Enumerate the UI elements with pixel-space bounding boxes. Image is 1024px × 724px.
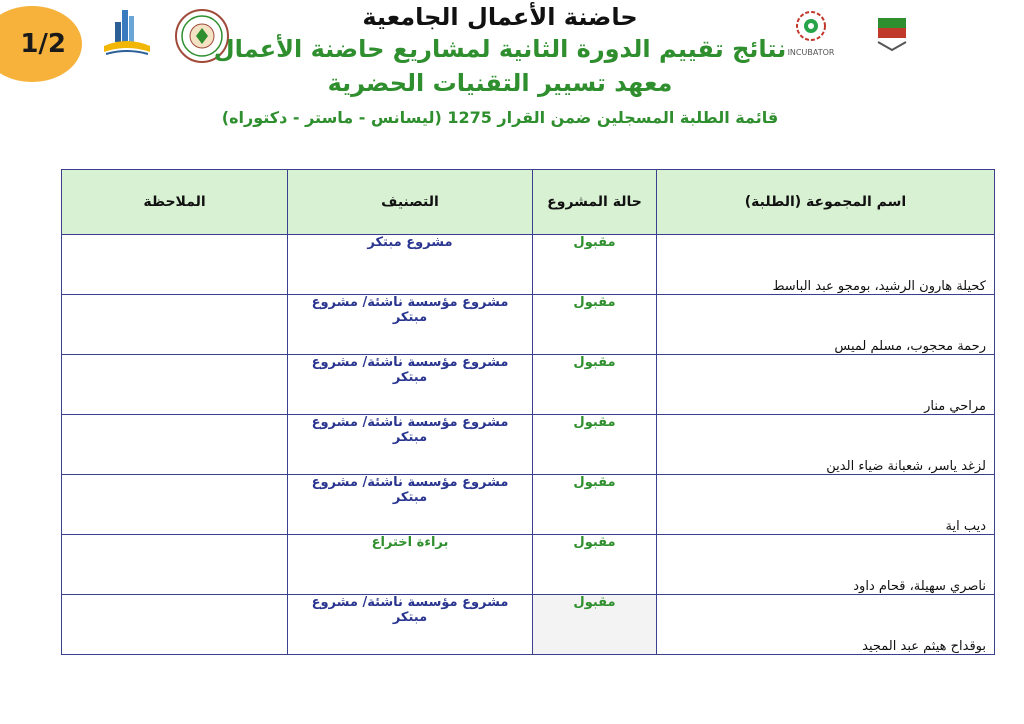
project-status: مقبول: [533, 355, 657, 415]
project-classification: مشروع مؤسسة ناشئة/ مشروع مبتكر: [288, 295, 533, 355]
student-group-name: لزغد ياسر، شعبانة ضياء الدين: [657, 415, 995, 475]
table-row: [62, 595, 995, 655]
project-note: [62, 415, 288, 475]
project-status: مقبول: [533, 295, 657, 355]
column-header-classification: التصنيف: [288, 170, 533, 235]
column-header-status: حالة المشروع: [533, 170, 657, 235]
student-group-name: رحمة محجوب، مسلم لميس: [657, 295, 995, 355]
column-header-note: الملاحظة: [62, 170, 288, 235]
table-row: [62, 535, 995, 595]
table-row: [62, 355, 995, 415]
project-status: مقبول: [533, 535, 657, 595]
page-number-text: 1/2: [20, 29, 66, 59]
student-group-name: كحيلة هارون الرشيد، بومجو عبد الباسط: [657, 235, 995, 295]
project-status: مقبول: [533, 475, 657, 535]
table-header-row: [62, 170, 995, 235]
institute-name: معهد تسيير التقنيات الحضرية: [327, 69, 673, 97]
project-note: [62, 355, 288, 415]
table-row: [62, 295, 995, 355]
project-classification: مشروع مبتكر: [288, 235, 533, 295]
list-caption: قائمة الطلبة المسجلين ضمن القرار 1275 (ليسانس - ماستر - دكتوراه): [221, 108, 779, 127]
project-classification: مشروع مؤسسة ناشئة/ مشروع مبتكر: [288, 415, 533, 475]
column-header-name: اسم المجموعة (الطلبة): [657, 170, 995, 235]
incubator-logo-label: INCUBATOR: [787, 48, 835, 57]
table-row: [62, 415, 995, 475]
table-row: [62, 475, 995, 535]
project-classification: براءة اختراع: [288, 535, 533, 595]
partner-logo-icon: [872, 14, 912, 58]
project-note: [62, 295, 288, 355]
page-number-badge: [0, 6, 82, 82]
project-classification: مشروع مؤسسة ناشئة/ مشروع مبتكر: [288, 595, 533, 655]
table-row: [62, 235, 995, 295]
project-note: [62, 535, 288, 595]
project-note: [62, 475, 288, 535]
header-titles: [160, 2, 840, 132]
student-group-name: مراحي منار: [657, 355, 995, 415]
project-status: مقبول: [533, 415, 657, 475]
city-logo-icon: [100, 6, 154, 60]
project-status: مقبول: [533, 595, 657, 655]
student-group-name: ناصري سهيلة، قحام داود: [657, 535, 995, 595]
results-table: [61, 169, 995, 655]
project-classification: مشروع مؤسسة ناشئة/ مشروع مبتكر: [288, 355, 533, 415]
project-status: مقبول: [533, 235, 657, 295]
student-group-name: ديب اية: [657, 475, 995, 535]
project-note: [62, 235, 288, 295]
student-group-name: بوقداح هيثم عبد المجيد: [657, 595, 995, 655]
project-note: [62, 595, 288, 655]
project-classification: مشروع مؤسسة ناشئة/ مشروع مبتكر: [288, 475, 533, 535]
document-title: حاضنة الأعمال الجامعية: [362, 3, 638, 31]
document-subtitle: نتائج تقييم الدورة الثانية لمشاريع حاضنة الأعمال: [213, 35, 787, 63]
